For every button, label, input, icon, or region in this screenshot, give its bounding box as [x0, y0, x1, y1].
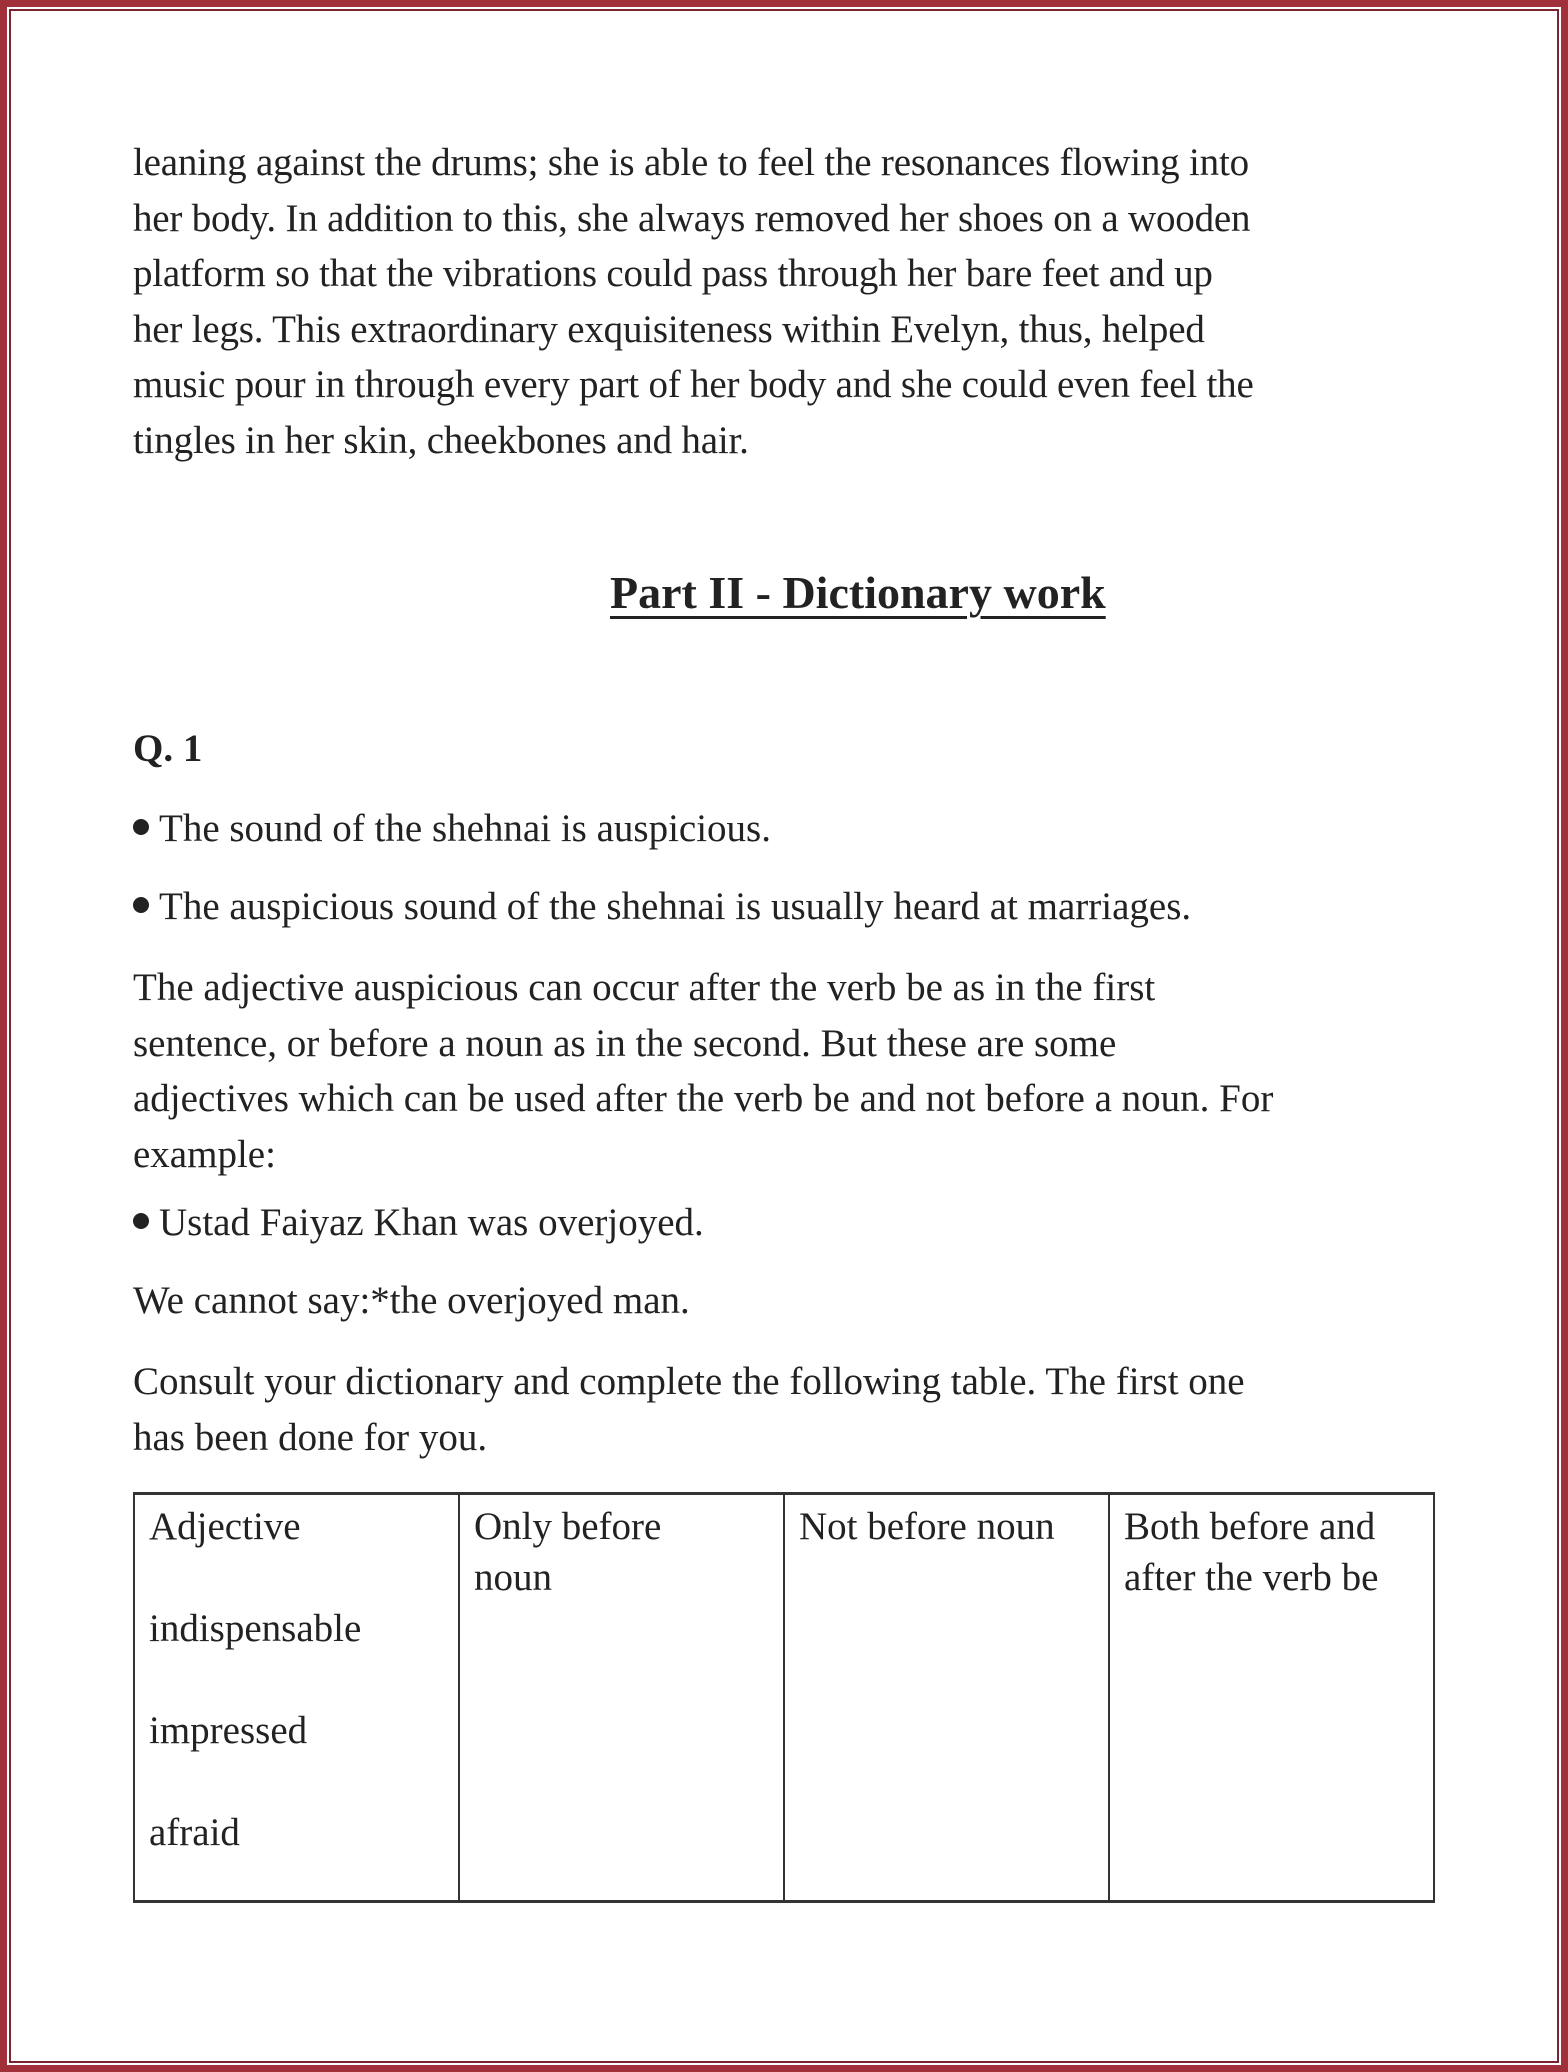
paragraph-line: leaning against the drums; she is able to feel the resonances flowing into — [133, 141, 1249, 184]
explanation-paragraph — [133, 960, 1453, 1182]
adjective-column-cell — [134, 1494, 459, 1902]
example-text: Ustad Faiyaz Khan was overjoyed. — [159, 1201, 704, 1244]
paragraph-line: her body. In addition to this, she always removed her shoes on a wooden — [133, 196, 1251, 240]
bullet-icon — [133, 819, 149, 835]
table-row — [134, 1494, 1434, 1902]
adjective-item: impressed — [149, 1709, 308, 1752]
paragraph-line: tingles in her skin, cheekbones and hair. — [133, 418, 749, 462]
example-text: The auspicious sound of the shehnai is usually heard at marriages. — [159, 885, 1192, 928]
adjective-item: afraid — [149, 1811, 240, 1854]
example-bullet-1 — [133, 806, 771, 851]
paragraph-line: has been done for you. — [133, 1415, 488, 1459]
example-text: The sound of the shehnai is auspicious. — [159, 807, 771, 850]
paragraph-line: example: — [133, 1132, 276, 1176]
both-before-after-cell[interactable] — [1109, 1494, 1434, 1902]
column-header-only-before-noun — [474, 1501, 769, 1603]
header-line: after the verb be — [1124, 1556, 1379, 1599]
bullet-icon — [133, 897, 149, 913]
cannot-say-line: We cannot say:*the overjoyed man. — [133, 1279, 690, 1322]
column-header-not-before-noun: Not before noun — [799, 1505, 1055, 1548]
paragraph-line: Consult your dictionary and complete the following table. The first one — [133, 1360, 1245, 1403]
not-before-noun-cell[interactable] — [784, 1494, 1109, 1902]
column-header-both — [1124, 1501, 1419, 1603]
section-heading: Part II - Dictionary work — [610, 567, 1106, 618]
question-label: Q. 1 — [133, 727, 203, 770]
header-line: noun — [474, 1556, 552, 1599]
paragraph-line: her legs. This extraordinary exquisiteness within Evelyn, thus, helped — [133, 307, 1205, 351]
paragraph-line: platform so that the vibrations could pass through her bare feet and up — [133, 252, 1213, 295]
paragraph-line: The adjective auspicious can occur after the verb be as in the first — [133, 966, 1156, 1009]
example-bullet-2 — [133, 884, 1191, 929]
paragraph-line: adjectives which can be used after the verb be and not before a noun. For — [133, 1077, 1274, 1120]
column-header-adjective: Adjective — [149, 1505, 301, 1548]
bullet-icon — [133, 1213, 149, 1229]
paragraph-line: music pour in through every part of her body and she could even feel the — [133, 363, 1254, 406]
header-line: Both before and — [1124, 1505, 1376, 1548]
paragraph-line: sentence, or before a noun as in the second. But these are some — [133, 1021, 1117, 1065]
example-bullet-3 — [133, 1200, 704, 1245]
adjective-item: indispensable — [149, 1607, 362, 1650]
only-before-noun-cell[interactable] — [459, 1494, 784, 1902]
header-line: Only before — [474, 1505, 662, 1548]
instruction-paragraph — [133, 1354, 1453, 1465]
adjective-table — [133, 1492, 1435, 1903]
intro-paragraph — [133, 135, 1433, 468]
